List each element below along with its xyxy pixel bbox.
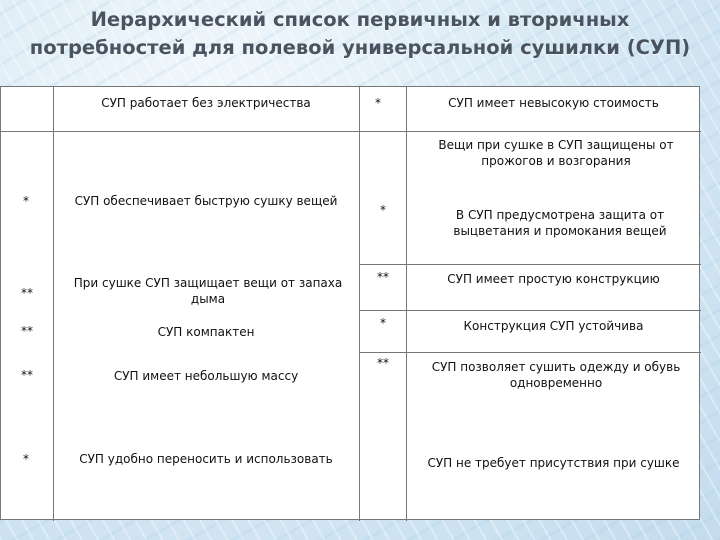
left-row-mark: **	[21, 324, 33, 338]
left-row-mark: **	[21, 368, 33, 382]
right-row-text: Вещи при сушке в СУП защищены от прожогов и возгорания	[438, 138, 674, 168]
slide-title	[0, 6, 720, 62]
left-row-mark: *	[23, 194, 29, 208]
right-row-mark: **	[377, 270, 389, 284]
right-row-text: СУП не требует присутствия при сушке	[427, 456, 680, 470]
grid-line	[359, 87, 360, 521]
right-header: СУП имеет невысокую стоимость	[448, 96, 659, 110]
left-row-mark: *	[23, 452, 29, 466]
right-header-mark: *	[375, 96, 381, 110]
left-row-text: СУП имеет небольшую массу	[113, 369, 299, 383]
right-row-mark: **	[377, 356, 389, 370]
right-row-mark: *	[380, 316, 386, 330]
needs-table	[0, 86, 700, 520]
right-row-text: СУП имеет простую конструкцию	[447, 272, 660, 286]
grid-line	[359, 131, 701, 132]
left-row-text: СУП удобно переносить и использовать	[79, 452, 333, 466]
left-row-mark: **	[21, 286, 33, 300]
title-line-1: Иерархический список первичных и вторичных	[90, 8, 630, 31]
grid-line	[1, 131, 359, 132]
right-row-text: В СУП предусмотрена защита от выцветания и промокания вещей	[453, 208, 667, 238]
right-row-text: Конструкция СУП устойчива	[463, 319, 644, 333]
grid-line	[359, 310, 701, 311]
grid-line	[359, 352, 701, 353]
title-line-2: потребностей для полевой универсальной сушилки (СУП)	[29, 36, 691, 59]
right-row-text: СУП позволяет сушить одежду и обувь одновременно	[431, 360, 681, 390]
right-row-mark: *	[380, 203, 386, 217]
grid-line	[359, 264, 701, 265]
left-header: СУП работает без электричества	[101, 96, 311, 110]
left-row-text: СУП обеспечивает быструю сушку вещей	[74, 194, 338, 208]
left-row-text: СУП компактен	[157, 325, 255, 339]
left-row-text: При сушке СУП защищает вещи от запаха дыма	[73, 276, 343, 306]
